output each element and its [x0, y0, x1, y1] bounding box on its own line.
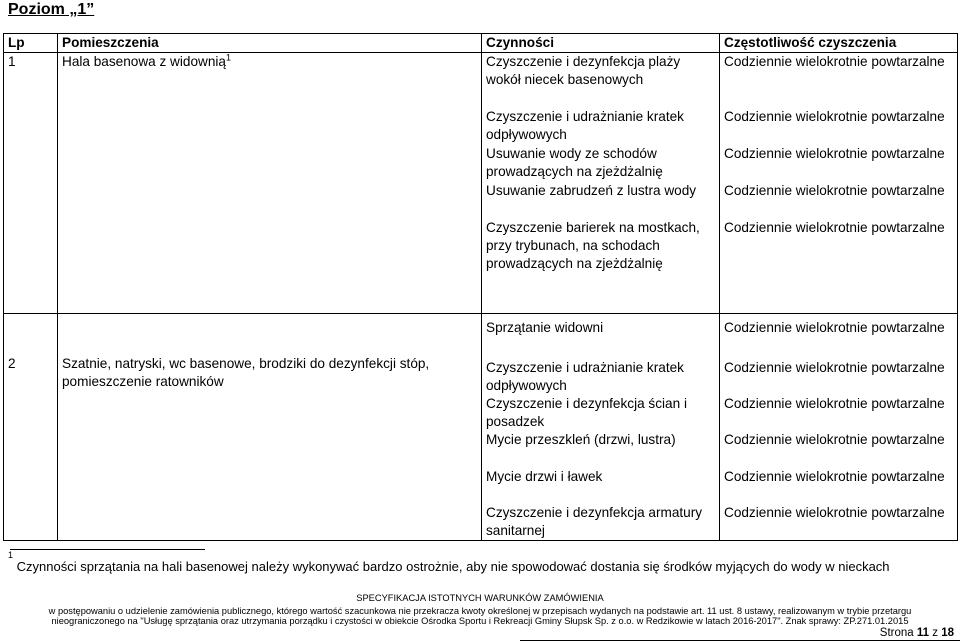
room-name: Szatnie, natryski, wc basenowe, brodziki do dezynfekcji stóp, pomieszczenie ratowników [58, 314, 482, 541]
table-header-row [4, 34, 958, 53]
frequency: Codziennie wielokrotnie powtarzalne [724, 396, 945, 411]
col-header-frequency: Częstotliwość czyszczenia [720, 34, 958, 53]
frequency: Codziennie wielokrotnie powtarzalne [724, 469, 945, 484]
activity: Sprzątanie widowni [486, 320, 604, 335]
activities-cell [482, 314, 720, 541]
activity: Mycie drzwi i ławek [486, 469, 603, 484]
frequency: Codziennie wielokrotnie powtarzalne [724, 109, 945, 124]
page-heading: Poziom „1” [8, 1, 95, 18]
footnote [8, 550, 958, 576]
col-header-rooms: Pomieszczenia [58, 34, 482, 53]
col-header-activities: Czynności [482, 34, 720, 53]
page-number: Strona 11 z 18 [879, 627, 954, 639]
footnote-separator [10, 549, 205, 550]
activity: Czyszczenie i dezynfekcja ścian i posadzek [486, 396, 687, 429]
activity: Usuwanie zabrudzeń z lustra wody [486, 183, 697, 198]
activity: Czyszczenie i udrażnianie kratek odpływowych [486, 360, 684, 393]
room-name: Hala basenowa z widownią$^1$ [58, 53, 482, 314]
frequency: Codziennie wielokrotnie powtarzalne [724, 220, 945, 235]
table-row [4, 314, 958, 541]
footnote-text: Czynności sprzątania na hali basenowej należy wykonywać bardzo ostrożnie, aby nie spowodować dostania się środków myjących do wody w nieckach [16, 559, 890, 574]
frequency: Codziennie wielokrotnie powtarzalne [724, 54, 945, 69]
frequency: Codziennie wielokrotnie powtarzalne [724, 360, 945, 375]
cleaning-schedule-table [3, 33, 958, 541]
frequency: Codziennie wielokrotnie powtarzalne [724, 505, 945, 520]
frequency: Codziennie wielokrotnie powtarzalne [724, 146, 945, 161]
frequency: Codziennie wielokrotnie powtarzalne [724, 432, 945, 447]
footer-line: w postępowaniu o udzielenie zamówienia publicznego, którego wartość szacunkowa nie przekracza kwoty określonej w przepisach wydanych na podstawie art. 11 ust. 8 ustawy, realizowanym w trybie przetargu [48, 606, 912, 616]
footer-line: nieograniczonego na "Usługę sprzątania oraz utrzymania porządku i czystości w obiekcie Ośrodka Sportu i Rekreacji Gminy Słupsk Sp. z o.o. w Redzikowie w latach 2016-2017". Znak sprawy: ZP.271.01.2015 [51, 616, 909, 626]
activity: Usuwanie wody ze schodów prowadzących na zjeżdżalnię [486, 146, 663, 179]
activity: Czyszczenie barierek na mostkach, przy trybunach, na schodach prowadzących na zjeżdżalnię [486, 220, 700, 271]
footer-title: SPECYFIKACJA ISTOTNYCH WARUNKÓW ZAMÓWIENIA [356, 593, 604, 603]
activity: Czyszczenie i dezynfekcja plaży wokół niecek basenowych [486, 54, 681, 87]
row-number: 2 [4, 314, 58, 541]
frequency-cell [720, 53, 958, 314]
frequency-cell [720, 314, 958, 541]
table-row [4, 53, 958, 314]
col-header-lp: Lp [4, 34, 58, 53]
row-number: 1 [4, 53, 58, 314]
frequency: Codziennie wielokrotnie powtarzalne [724, 320, 945, 335]
activity: Mycie przeszkleń (drzwi, lustra) [486, 432, 676, 447]
activities-cell [482, 53, 720, 314]
footnote-ref: 1 [225, 52, 231, 63]
frequency: Codziennie wielokrotnie powtarzalne [724, 183, 945, 198]
footnote-mark: 1 [8, 550, 14, 560]
activity: Czyszczenie i dezynfekcja armatury sanitarnej [486, 505, 703, 538]
activity: Czyszczenie i udrażnianie kratek odpływowych [486, 109, 684, 142]
